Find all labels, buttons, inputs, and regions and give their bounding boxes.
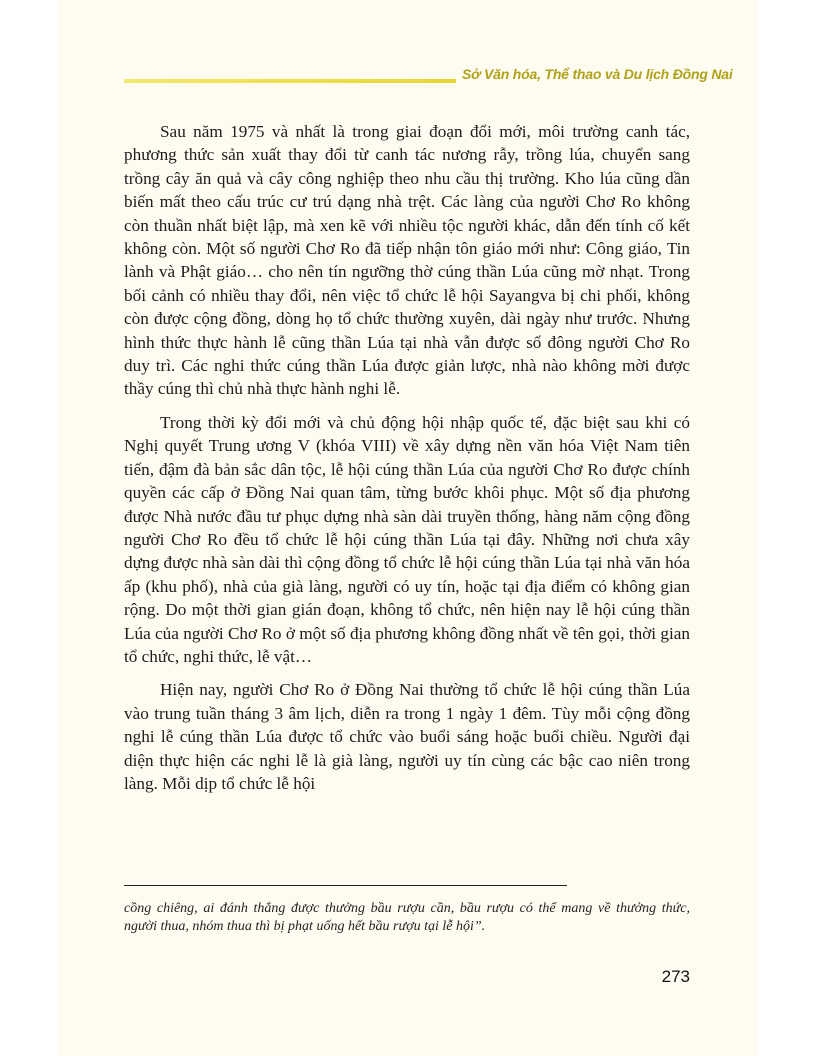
footnote-divider (124, 885, 567, 886)
body-text (124, 120, 690, 805)
running-header: Sở Văn hóa, Thể thao và Du lịch Đồng Nai (462, 66, 733, 82)
paragraph-2: Trong thời kỳ đổi mới và chủ động hội nhập quốc tế, đặc biệt sau khi có Nghị quyết Trung ương V (khóa VIII) về xây dựng nền văn hóa Việt Nam tiên tiến, đậm đà bản sắc dân tộc, lễ hội cúng thần Lúa của người Chơ Ro được chính quyền các cấp ở Đồng Nai quan tâm, từng bước khôi phục. Một số địa phương được Nhà nước đầu tư phục dựng nhà sàn dài truyền thống, hàng năm cộng đồng người Chơ Ro đều tổ chức lễ hội cúng thần Lúa tại đây. Những nơi chưa xây dựng được nhà sàn dài thì cộng đồng tổ chức lễ hội cúng thần Lúa tại nhà văn hóa ấp (khu phố), nhà của già làng, người có uy tín, hoặc tại địa điểm có không gian rộng. Do một thời gian gián đoạn, không tổ chức, nên hiện nay lễ hội cúng thần Lúa của người Chơ Ro ở một số địa phương không đồng nhất về tên gọi, thời gian tổ chức, nghi thức, lễ vật… (124, 412, 690, 666)
header-rule (124, 79, 456, 83)
paragraph-3: Hiện nay, người Chơ Ro ở Đồng Nai thường tổ chức lễ hội cúng thần Lúa vào trung tuần tháng 3 âm lịch, diễn ra trong 1 ngày 1 đêm. Tùy mỗi cộng đồng nghi lễ cúng thần Lúa được tổ chức vào buổi sáng hoặc buổi chiều. Người đại diện thực hiện các nghi lễ là già làng, người uy tín cùng các bậc cao niên trong làng. Mỗi dịp tổ chức lễ hội (124, 680, 690, 793)
paragraph-1: Sau năm 1975 và nhất là trong giai đoạn đổi mới, môi trường canh tác, phương thức sản xuất thay đổi từ canh tác nương rẫy, trồng lúa, chuyển sang trồng cây ăn quả và cây công nghiệp theo nhu cầu thị trường. Kho lúa cũng dần biến mất theo cấu trúc cư trú dạng nhà trệt. Các làng của người Chơ Ro không còn thuần nhất biệt lập, mà xen kẽ với nhiều tộc người khác, dẫn đến tính cố kết không còn. Một số người Chơ Ro đã tiếp nhận tôn giáo mới như: Công giáo, Tin lành và Phật giáo… cho nên tín ngưỡng thờ cúng thần Lúa cũng mờ nhạt. Trong bối cảnh có nhiều thay đổi, nên việc tổ chức lễ hội Sayangva bị chi phối, không còn được cộng đồng, dòng họ tổ chức thường xuyên, dài ngày như trước. Nhưng hình thức thực hành lễ cũng thần Lúa tại nhà vẫn được số đông người Chơ Ro duy trì. Các nghi thức cúng thần Lúa được giản lược, nhà nào không mời được thầy cúng thì chủ nhà thực hành nghi lễ. (124, 122, 690, 399)
page-number: 273 (661, 967, 690, 986)
footnote: cồng chiêng, ai đánh thắng được thưởng bầu rượu cần, bầu rượu có thể mang về thưởng thức, người thua, nhóm thua thì bị phạt uống hết bầu rượu tại lễ hội”. (124, 901, 690, 934)
